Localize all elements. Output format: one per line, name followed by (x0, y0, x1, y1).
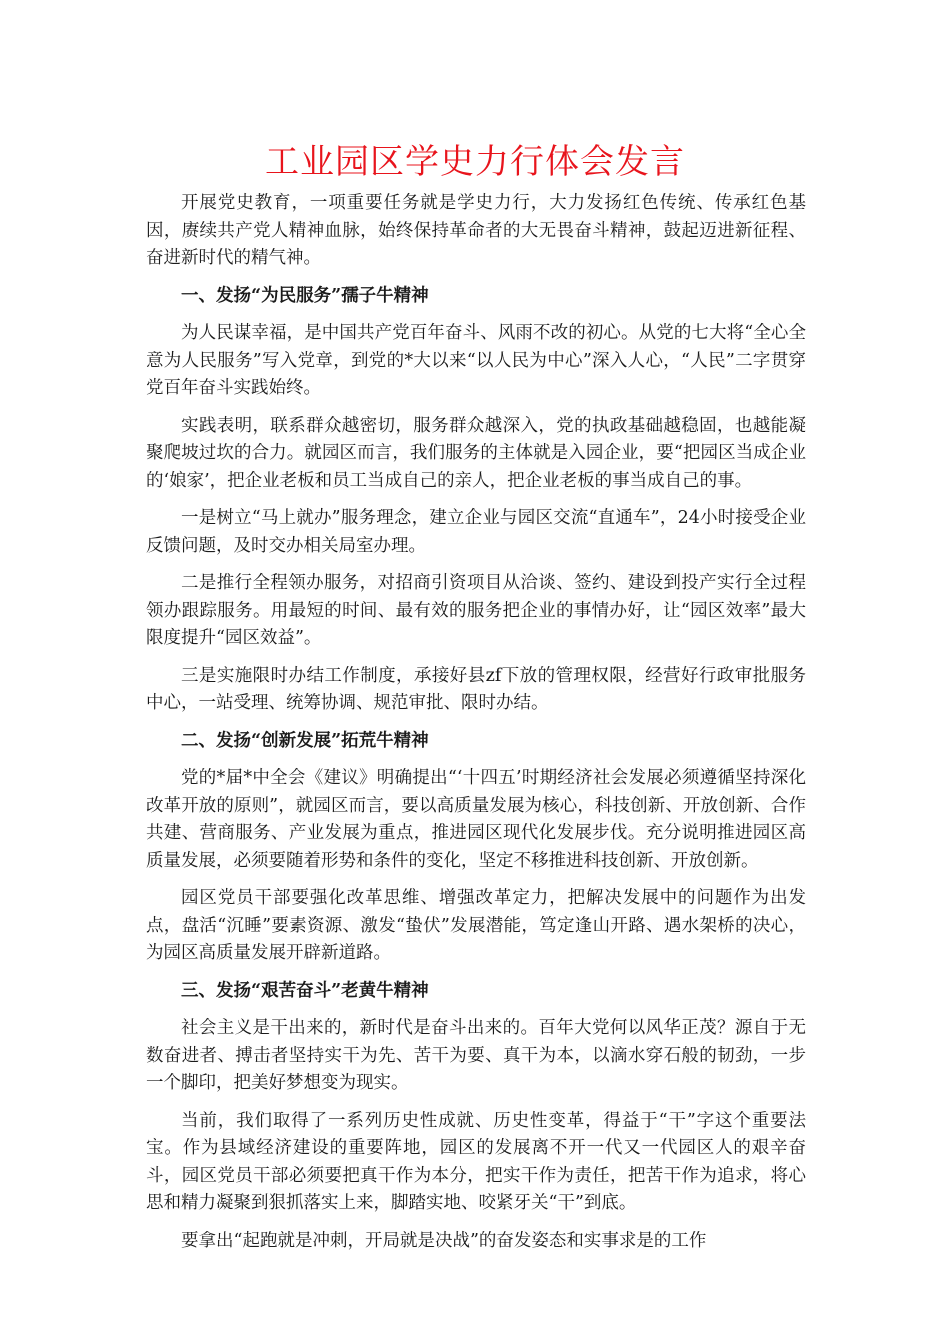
section-heading-2: 二、发扬“创新发展”拓荒牛精神 (181, 730, 429, 751)
section-heading-1: 一、发扬“为民服务”孺子牛精神 (181, 285, 429, 306)
document-title: 工业园区学史力行体会发言 (265, 142, 685, 182)
document-body (146, 190, 806, 1265)
section-heading-3: 三、发扬“艰苦奋斗”老黄牛精神 (181, 980, 429, 1001)
paragraph-intro: 开展党史教育，一项重要任务就是学史力行，大力发扬红色传统、传承红色基因，赓续共产党人精神血脉，始终保持革命者的大无畏奋斗精神，鼓起迈进新征程、奋进新时代的精气神。 (146, 193, 806, 268)
paragraph: 实践表明，联系群众越密切，服务群众越深入，党的执政基础越稳固，也越能凝聚爬坡过坎的合力。就园区而言，我们服务的主体就是入园企业，要“把园区当成企业的‘娘家’，把企业老板和员工当成自己的亲人，把企业老板的事当成自己的事。 (146, 415, 806, 491)
paragraph: 为人民谋幸福，是中国共产党百年奋斗、风雨不改的初心。从党的七大将“全心全意为人民服务”写入党章，到党的*大以来“以人民为中心”深入人心，“人民”二字贯穿党百年奋斗实践始终。 (146, 323, 806, 398)
paragraph: 二是推行全程领办服务，对招商引资项目从洽谈、签约、建设到投产实行全过程领办跟踪服务。用最短的时间、最有效的服务把企业的事情办好，让“园区效率”最大限度提升“园区效益”。 (146, 573, 806, 648)
paragraph: 三是实施限时办结工作制度，承接好县zf下放的管理权限，经营好行政审批服务中心，一站受理、统筹协调、规范审批、限时办结。 (146, 665, 806, 713)
paragraph: 社会主义是干出来的，新时代是奋斗出来的。百年大党何以风华正茂？源自于无数奋进者、搏击者坚持实干为先、苦干为要、真干为本，以滴水穿石般的韧劲，一步一个脚印，把美好梦想变为现实。 (146, 1018, 806, 1093)
paragraph: 党的*届*中全会《建议》明确提出“‘十四五’时期经济社会发展必须遵循坚持深化改革开放的原则”，就园区而言，要以高质量发展为核心，科技创新、开放创新、合作共建、营商服务、产业发展为重点，推进园区现代化发展步伐。充分说明推进园区高质量发展，必须要随着形势和条件的变化，坚定不移推进科技创新、开放创新。 (146, 768, 806, 871)
paragraph-truncated: 要拿出“起跑就是冲刺，开局就是决战”的奋发姿态和实事求是的工作 (181, 1230, 707, 1251)
paragraph: 园区党员干部要强化改革思维、增强改革定力，把解决发展中的问题作为出发点，盘活“沉睡”要素资源、激发“蛰伏”发展潜能，笃定逢山开路、遇水架桥的决心，为园区高质量发展开辟新道路。 (146, 888, 806, 963)
paragraph: 当前，我们取得了一系列历史性成就、历史性变革，得益于“干”字这个重要法宝。作为县域经济建设的重要阵地，园区的发展离不开一代又一代园区人的艰辛奋斗，园区党员干部必须要把真干作为本分，把实干作为责任，把苦干作为追求，将心思和精力凝聚到狠抓落实上来，脚踏实地、咬紧牙关“干”到底。 (146, 1110, 806, 1213)
paragraph: 一是树立“马上就办”服务理念，建立企业与园区交流“直通车”，24小时接受企业反馈问题，及时交办相关局室办理。 (146, 508, 806, 556)
